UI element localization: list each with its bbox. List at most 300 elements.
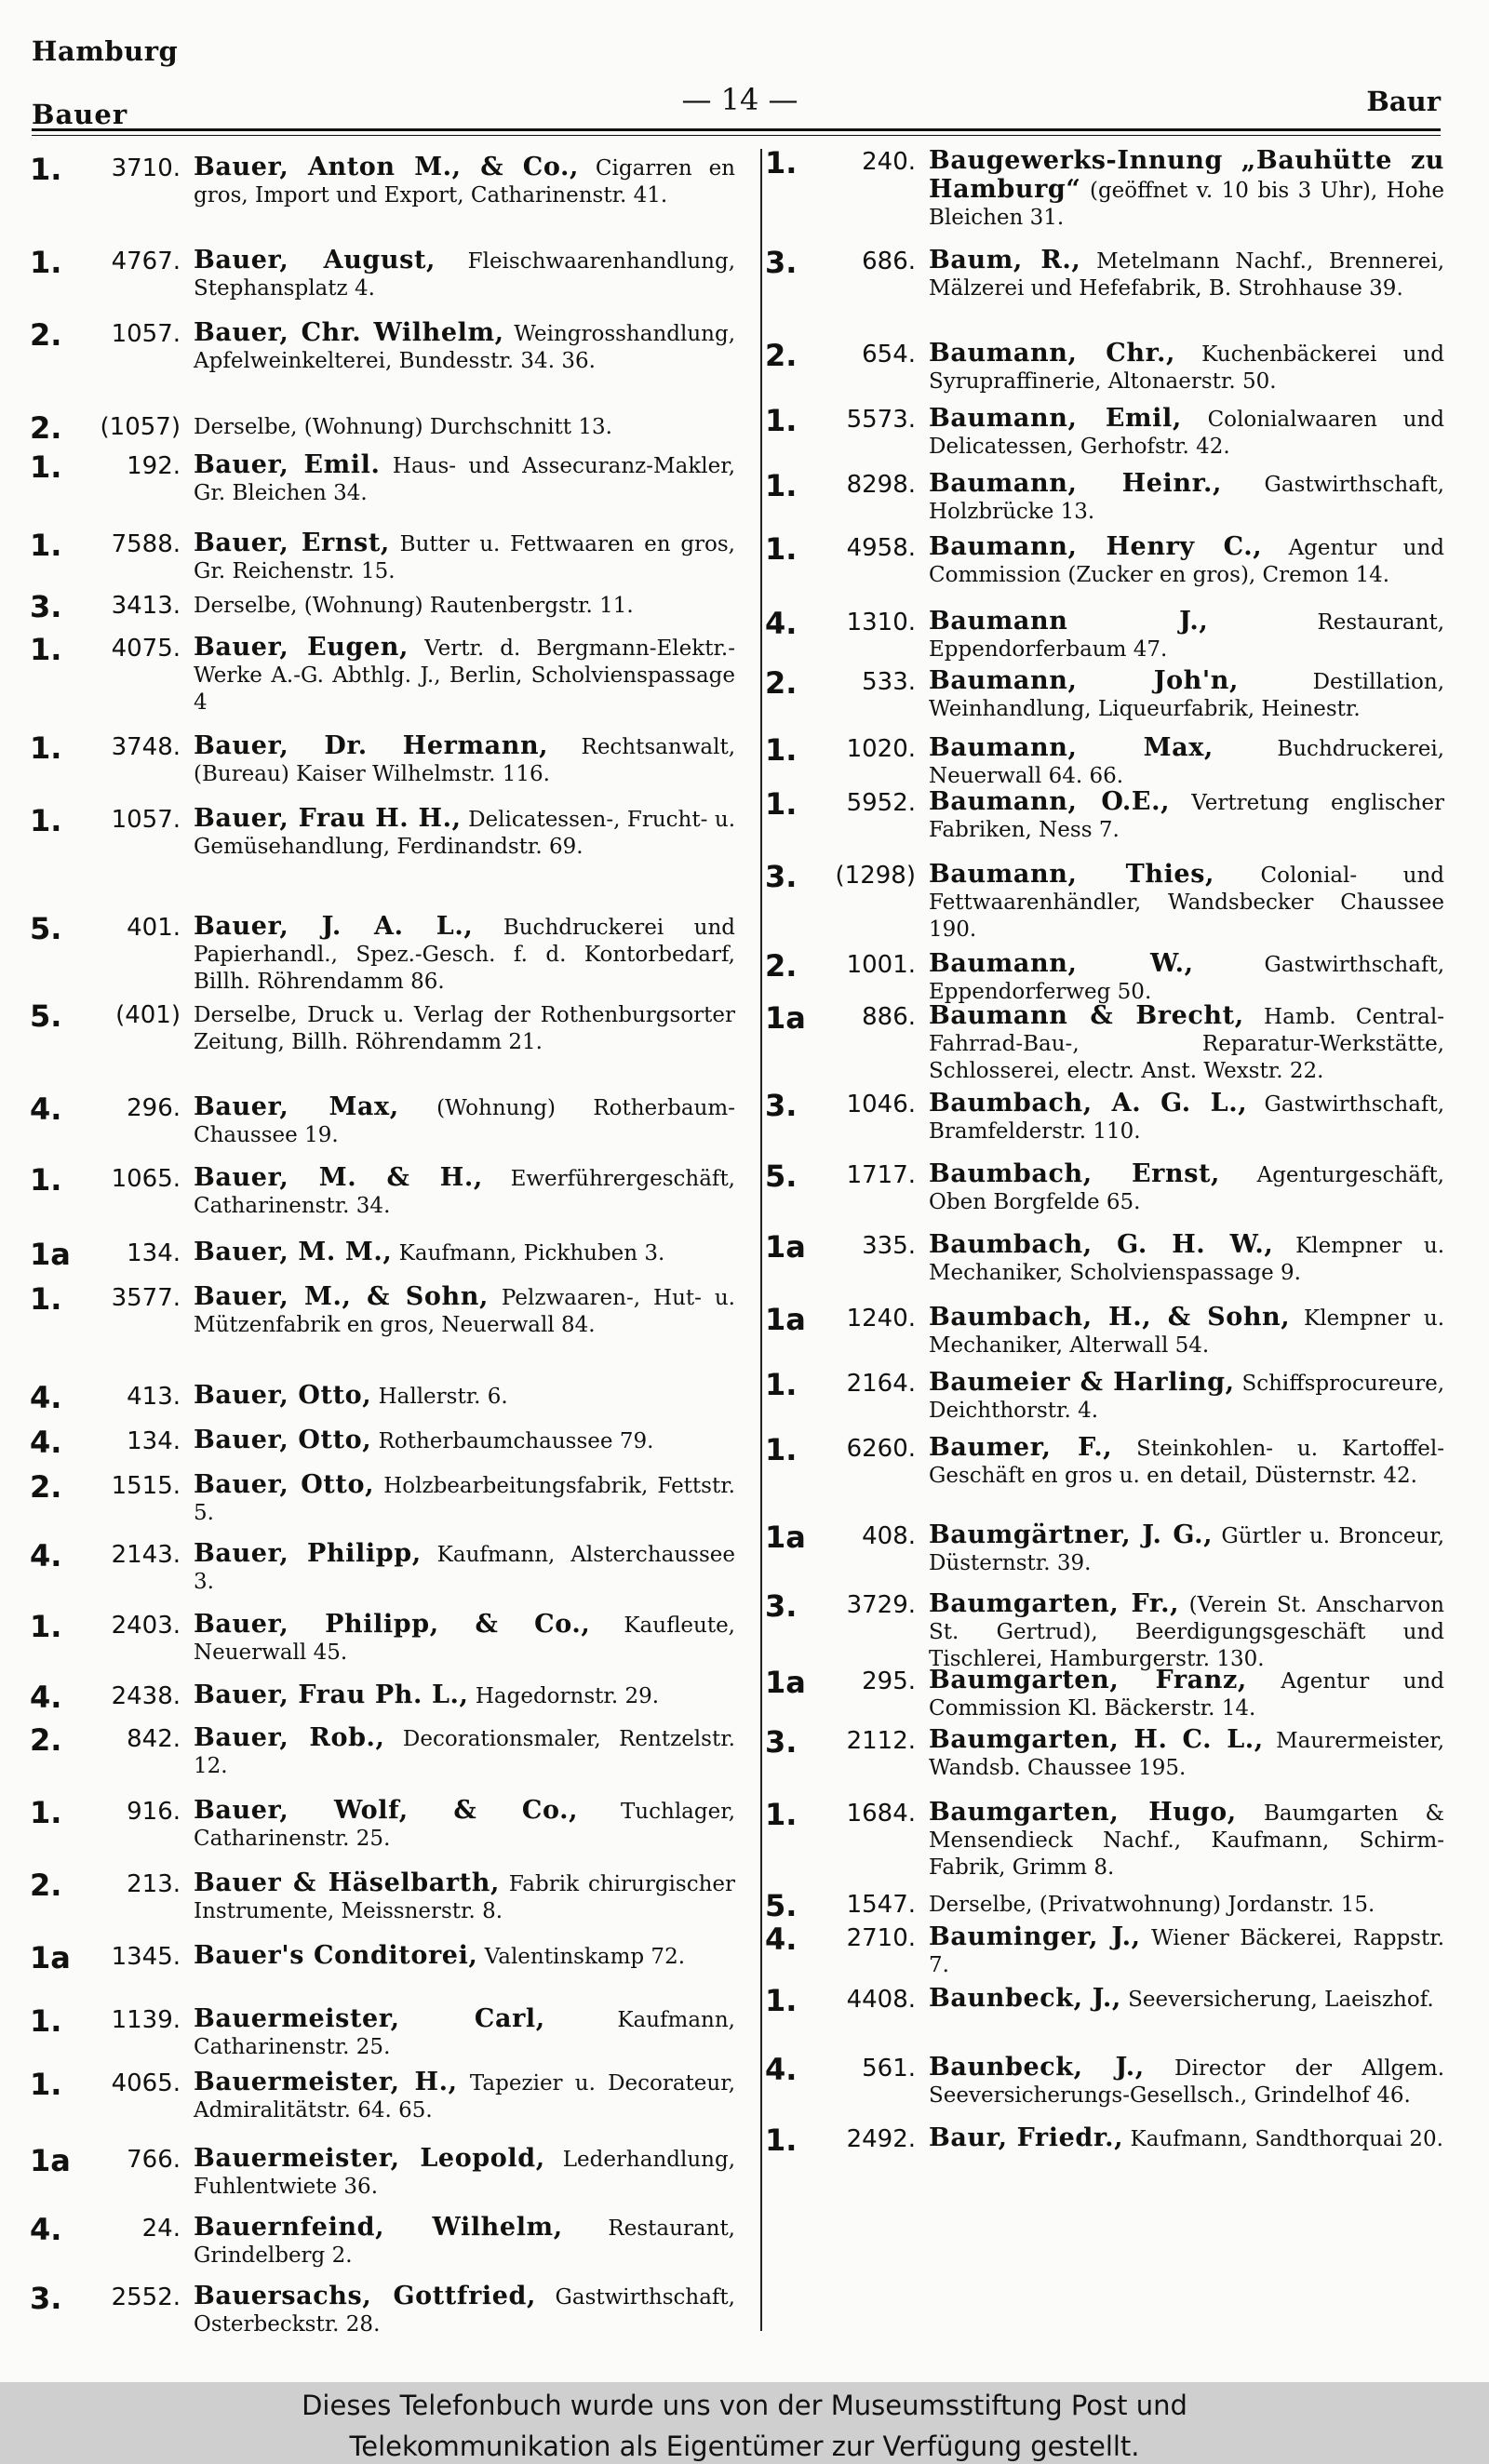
- subscriber-name: Bauer, M. & H.,: [194, 1163, 483, 1192]
- subscriber-details: Maurermeister, Wandsb. Chaussee 195.: [929, 1729, 1445, 1780]
- directory-entry: [30, 805, 735, 861]
- phone-number: (1298): [835, 862, 916, 890]
- entry-text: [929, 1667, 1444, 1722]
- entry-text: [929, 470, 1444, 526]
- directory-entry: [765, 1002, 1444, 1085]
- phone-number: 1065.: [111, 1165, 181, 1193]
- exchange-zone: 1.: [765, 1367, 798, 1402]
- entry-text: [929, 1369, 1444, 1425]
- exchange-zone: 4.: [765, 1922, 798, 1957]
- entry-text: [929, 1090, 1444, 1145]
- subscriber-name: Bauer, Otto,: [194, 1381, 372, 1410]
- subscriber-details: (Verein St. Anscharvon St. Gertrud), Beerdigungsgeschäft und Tischlerei, Hamburgerstr. 130.: [929, 1593, 1444, 1671]
- subscriber-details: Kuchenbäckerei und Syrupraffinerie, Altonaerstr. 50.: [929, 342, 1444, 394]
- exchange-zone: 4.: [30, 2212, 62, 2247]
- directory-entry: [30, 1093, 735, 1149]
- entry-text: [929, 608, 1444, 663]
- exchange-zone: 3.: [765, 859, 798, 894]
- subscriber-name: Baumgarten, Hugo,: [929, 1798, 1237, 1827]
- directory-entry: [765, 1304, 1444, 1359]
- directory-entry: [765, 2054, 1444, 2109]
- phone-number: 561.: [862, 2055, 916, 2082]
- phone-number: 2710.: [846, 1924, 916, 1952]
- subscriber-name: Baumbach, H., & Sohn,: [929, 1303, 1291, 1332]
- subscriber-details: Steinkohlen- u. Kartoffel-Geschäft en gros u. en detail, Düsternstr. 42.: [929, 1437, 1445, 1488]
- exchange-zone: 3.: [765, 245, 798, 280]
- exchange-zone: 3.: [30, 589, 62, 624]
- footer-notice: [0, 2382, 1489, 2464]
- subscriber-name: Bauer, M., & Sohn,: [194, 1282, 489, 1311]
- subscriber-details: Gürtler u. Bronceur, Düsternstr. 39.: [929, 1524, 1445, 1575]
- phone-number: 5573.: [846, 406, 916, 434]
- subscriber-name: Bauer, M. M.,: [194, 1238, 393, 1266]
- subscriber-details: Director der Allgem. Seeversicherungs-Gesellsch., Grindelhof 46.: [929, 2056, 1445, 2108]
- directory-entry: [765, 1590, 1444, 1673]
- entry-text: [929, 1985, 1444, 2016]
- directory-entry: [30, 412, 735, 444]
- subscriber-details: Ewerführergeschäft, Catharinenstr. 34.: [194, 1167, 735, 1218]
- subscriber-details: Rechtsanwalt, (Bureau) Kaiser Wilhelmstr. 116.: [194, 735, 736, 786]
- phone-number: 4408.: [846, 1986, 916, 2014]
- subscriber-details: Hallerstr. 6.: [378, 1385, 508, 1409]
- subscriber-name: Bauer, Chr. Wilhelm,: [194, 318, 504, 347]
- directory-entry: [30, 1471, 735, 1527]
- subscriber-name: Bauernfeind, Wilhelm,: [194, 2213, 563, 2242]
- subscriber-name: Baumann, O.E.,: [929, 787, 1171, 816]
- exchange-zone: 5.: [30, 998, 62, 1034]
- exchange-zone: 1a: [30, 1940, 71, 1975]
- phone-number: 6260.: [846, 1435, 916, 1463]
- exchange-zone: 1.: [30, 1609, 62, 1644]
- entry-text: [929, 405, 1444, 461]
- directory-entry: [30, 247, 735, 302]
- directory-entry: [765, 340, 1444, 395]
- phone-number: 2552.: [111, 2283, 181, 2311]
- subscriber-name: Bauermeister, H.,: [194, 2068, 458, 2096]
- exchange-zone: 1.: [30, 2003, 62, 2039]
- directory-entry: [30, 154, 735, 209]
- subscriber-name: Baur, Friedr.,: [929, 2123, 1124, 2152]
- subscriber-name: Bauer, Ernst,: [194, 529, 390, 557]
- subscriber-name: Bauer's Conditorei,: [194, 1941, 478, 1970]
- phone-number: 7588.: [111, 530, 181, 558]
- phone-number: 1020.: [846, 735, 916, 763]
- entry-text: [929, 1799, 1444, 1881]
- subscriber-details: Derselbe, (Privatwohnung) Jordanstr. 15.: [929, 1893, 1375, 1917]
- entry-text: [194, 1000, 735, 1056]
- subscriber-details: Weingrosshandlung, Apfelweinkelterei, Bundesstr. 34. 36.: [194, 322, 736, 373]
- subscriber-name: Bauer, Anton M., & Co.,: [194, 153, 580, 181]
- entry-text: [194, 412, 735, 444]
- directory-entry: [765, 1667, 1444, 1722]
- subscriber-name: Baumann, Heinr.,: [929, 469, 1222, 498]
- directory-entry: [765, 1369, 1444, 1425]
- entry-text: [194, 913, 735, 996]
- phone-number: 134.: [127, 1427, 181, 1455]
- subscriber-details: Haus- und Assecuranz-Makler, Gr. Bleichen 34.: [194, 454, 736, 505]
- subscriber-name: Baumgärtner, J. G.,: [929, 1520, 1214, 1549]
- exchange-zone: 1.: [30, 632, 62, 667]
- entry-text: [194, 1164, 735, 1220]
- subscriber-details: Valentinskamp 72.: [484, 1945, 686, 1969]
- phone-number: 1515.: [111, 1472, 181, 1500]
- exchange-zone: 3.: [765, 1724, 798, 1760]
- directory-entry: [765, 788, 1444, 844]
- directory-entry: [765, 1521, 1444, 1577]
- exchange-zone: 1.: [765, 403, 798, 438]
- directory-entry: [30, 2214, 735, 2270]
- phone-number: 654.: [862, 341, 916, 368]
- phone-number: 766.: [127, 2146, 181, 2174]
- phone-number: 2492.: [846, 2125, 916, 2153]
- entry-text: [194, 1942, 735, 1974]
- exchange-zone: 1.: [30, 449, 62, 485]
- phone-number: 1057.: [111, 806, 181, 834]
- exchange-zone: 1.: [30, 245, 62, 280]
- phone-number: 401.: [127, 914, 181, 942]
- subscriber-details: Holzbearbeitungsfabrik, Fettstr. 5.: [194, 1474, 735, 1525]
- directory-entry: [30, 2005, 735, 2061]
- phone-number: 4065.: [111, 2069, 181, 2097]
- subscriber-details: Gastwirthschaft, Osterbeckstr. 28.: [194, 2285, 735, 2337]
- subscriber-name: Bauer, Otto,: [194, 1426, 372, 1454]
- subscriber-name: Baumann, Joh'n,: [929, 666, 1240, 695]
- exchange-zone: 1.: [765, 1797, 798, 1832]
- subscriber-name: Baumgarten, H. C. L.,: [929, 1725, 1264, 1754]
- subscriber-details: Gastwirthschaft, Bramfelderstr. 110.: [929, 1092, 1445, 1144]
- entry-text: [194, 1283, 735, 1339]
- directory-entry: [30, 1942, 735, 1974]
- subscriber-details: Tapezier u. Decorateur, Admiralitätstr. 64. 65.: [194, 2071, 736, 2123]
- directory-entry: [30, 1540, 735, 1596]
- phone-number: 295.: [862, 1667, 916, 1695]
- entry-text: [194, 1540, 735, 1596]
- footer-line-1: Dieses Telefonbuch wurde uns von der Museumsstiftung Post und: [302, 2390, 1187, 2421]
- entry-text: [929, 340, 1444, 395]
- entry-text: [194, 1611, 735, 1667]
- exchange-zone: 3.: [30, 2281, 62, 2316]
- phone-number: 842.: [127, 1725, 181, 1753]
- subscriber-details: Buchdruckerei, Neuerwall 64. 66.: [929, 737, 1444, 788]
- directory-entry: [30, 1681, 735, 1713]
- subscriber-details: Seeversicherung, Laeiszhof.: [1128, 1988, 1434, 2012]
- entry-text: [194, 805, 735, 861]
- subscriber-details: Baumgarten & Mensendieck Nachf., Kaufmann, Schirm-Fabrik, Grimm 8.: [929, 1801, 1444, 1880]
- directory-entry: [765, 734, 1444, 790]
- city-heading: Hamburg: [32, 35, 179, 67]
- subscriber-details: Lederhandlung, Fuhlentwiete 36.: [194, 2148, 736, 2199]
- phone-number: 413.: [127, 1383, 181, 1411]
- directory-entry: [765, 405, 1444, 461]
- exchange-zone: 2.: [765, 665, 798, 701]
- entry-text: [194, 732, 735, 788]
- phone-number: 213.: [127, 1870, 181, 1898]
- entry-text: [929, 1590, 1444, 1673]
- directory-entry: [30, 1382, 735, 1413]
- exchange-zone: 4.: [765, 2052, 798, 2087]
- directory-entry: [765, 667, 1444, 723]
- exchange-zone: 2.: [765, 338, 798, 373]
- subscriber-details: Butter u. Fettwaaren en gros, Gr. Reichenstr. 15.: [194, 532, 735, 583]
- phone-number: 916.: [127, 1798, 181, 1826]
- subscriber-details: Hagedornstr. 29.: [475, 1684, 660, 1708]
- directory-entry: [765, 861, 1444, 944]
- subscriber-details: Agenturgeschäft, Oben Borgfelde 65.: [929, 1163, 1444, 1214]
- directory-entry: [765, 1799, 1444, 1881]
- exchange-zone: 1.: [765, 786, 798, 822]
- exchange-zone: 1a: [30, 1237, 71, 1272]
- entry-text: [929, 1304, 1444, 1359]
- directory-entry: [765, 1890, 1444, 1922]
- subscriber-details: Rotherbaumchaussee 79.: [378, 1429, 654, 1453]
- subscriber-details: Klempner u. Mechaniker, Scholvienspassage 9.: [929, 1234, 1445, 1285]
- subscriber-details: Gastwirthschaft, Eppendorferweg 50.: [929, 953, 1445, 1004]
- phone-number: 296.: [127, 1094, 181, 1122]
- subscriber-name: Baumeier & Harling,: [929, 1368, 1235, 1397]
- phone-number: 2143.: [111, 1541, 181, 1569]
- exchange-zone: 1.: [30, 1281, 62, 1317]
- directory-entry: [30, 2145, 735, 2201]
- directory-entry: [30, 1283, 735, 1339]
- subscriber-name: Baumbach, G. H. W.,: [929, 1230, 1274, 1259]
- entry-text: [194, 451, 735, 507]
- exchange-zone: 4.: [30, 1538, 62, 1573]
- phone-number: 3577.: [111, 1284, 181, 1312]
- exchange-zone: 1.: [765, 1432, 798, 1467]
- exchange-zone: 3.: [765, 1088, 798, 1123]
- entry-text: [194, 2069, 735, 2124]
- directory-entry: [30, 591, 735, 623]
- exchange-zone: 1.: [30, 730, 62, 766]
- subscriber-name: Bauermeister, Carl,: [194, 2004, 545, 2033]
- entry-text: [194, 1681, 735, 1713]
- entry-text: [194, 2283, 735, 2338]
- exchange-zone: 5.: [765, 1158, 798, 1194]
- entry-text: [929, 667, 1444, 723]
- exchange-zone: 4.: [765, 606, 798, 641]
- directory-entry: [30, 1239, 735, 1270]
- subscriber-name: Bauer, Frau H. H.,: [194, 804, 462, 833]
- subscriber-name: Bauer, Otto,: [194, 1470, 375, 1499]
- subscriber-name: Baumgarten, Fr.,: [929, 1589, 1180, 1618]
- subscriber-name: Baumann & Brecht,: [929, 1001, 1244, 1030]
- entry-text: [194, 1382, 735, 1413]
- directory-entry: [765, 1985, 1444, 2016]
- subscriber-details: Fleischwaarenhandlung, Stephansplatz 4.: [194, 249, 736, 301]
- directory-entry: [30, 1797, 735, 1853]
- phone-number: 1046.: [846, 1091, 916, 1118]
- directory-entry: [30, 1000, 735, 1056]
- subscriber-details: Kaufleute, Neuerwall 45.: [194, 1614, 735, 1665]
- entry-text: [929, 788, 1444, 844]
- entry-text: [929, 1002, 1444, 1085]
- phone-number: 1684.: [846, 1800, 916, 1828]
- entry-text: [929, 247, 1444, 302]
- subscriber-details: Kaufmann, Pickhuben 3.: [398, 1241, 665, 1265]
- entry-text: [194, 1471, 735, 1527]
- directory-entry: [765, 950, 1444, 1006]
- exchange-zone: 2.: [765, 948, 798, 984]
- exchange-zone: 1.: [30, 2067, 62, 2102]
- subscriber-details: Gastwirthschaft, Holzbrücke 13.: [929, 473, 1444, 524]
- exchange-zone: 1.: [30, 1795, 62, 1830]
- exchange-zone: 4.: [30, 1425, 62, 1460]
- phone-number: 4767.: [111, 248, 181, 275]
- exchange-zone: 1.: [30, 152, 62, 187]
- exchange-zone: 2.: [30, 1469, 62, 1505]
- directory-entry: [765, 608, 1444, 663]
- subscriber-details: Decorationsmaler, Rentzelstr. 12.: [194, 1727, 735, 1778]
- entry-text: [194, 1239, 735, 1270]
- subscriber-name: Baumann J.,: [929, 607, 1209, 636]
- subscriber-name: Baumann, Emil,: [929, 404, 1182, 433]
- subscriber-details: Derselbe, Druck u. Verlag der Rothenburgsorter Zeitung, Billh. Röhrendamm 21.: [194, 1003, 735, 1054]
- phone-number: 886.: [862, 1003, 916, 1031]
- phone-number: 24.: [141, 2215, 181, 2243]
- subscriber-name: Baumann, Thies,: [929, 860, 1215, 889]
- subscriber-name: Baumann, W.,: [929, 949, 1194, 978]
- phone-number: 134.: [127, 1239, 181, 1267]
- entry-text: [929, 2124, 1444, 2156]
- entry-text: [194, 319, 735, 375]
- directory-entry: [30, 319, 735, 375]
- entry-text: [929, 147, 1444, 232]
- entry-text: [194, 247, 735, 302]
- directory-entry: [30, 1426, 735, 1458]
- entry-text: [194, 154, 735, 209]
- subscriber-details: (Wohnung) Rotherbaum-Chaussee 19.: [194, 1096, 735, 1147]
- exchange-zone: 1.: [765, 1983, 798, 2018]
- subscriber-details: (geöffnet v. 10 bis 3 Uhr), Hohe Bleichen 31.: [929, 179, 1444, 230]
- last-name-heading: Baur: [1366, 86, 1441, 117]
- phone-number: 192.: [127, 452, 181, 480]
- entry-text: [929, 1434, 1444, 1490]
- directory-entry: [765, 1434, 1444, 1490]
- subscriber-name: Baumgarten, Franz,: [929, 1666, 1247, 1694]
- exchange-zone: 5.: [765, 1888, 798, 1923]
- exchange-zone: 5.: [30, 911, 62, 946]
- subscriber-name: Bauersachs, Gottfried,: [194, 2282, 537, 2310]
- entry-text: [194, 1093, 735, 1149]
- entry-text: [929, 2054, 1444, 2109]
- subscriber-details: Pelzwaaren-, Hut- u. Mützenfabrik en gros, Neuerwall 84.: [194, 1286, 735, 1337]
- first-name-heading: Bauer: [32, 99, 128, 130]
- subscriber-name: Baumann, Henry C.,: [929, 532, 1263, 561]
- exchange-zone: 1a: [765, 1520, 806, 1555]
- page-number: — 14 —: [681, 82, 798, 117]
- directory-entry: [30, 913, 735, 996]
- directory-entry: [30, 2069, 735, 2124]
- phone-number: 408.: [862, 1522, 916, 1550]
- entry-text: [929, 1890, 1444, 1922]
- entry-text: [929, 1521, 1444, 1577]
- exchange-zone: 4.: [30, 1680, 62, 1715]
- header-rule-thin: [32, 135, 1441, 136]
- directory-entry: [765, 470, 1444, 526]
- directory-entry: [765, 1726, 1444, 1782]
- entry-text: [194, 634, 735, 716]
- entry-text: [194, 529, 735, 585]
- directory-entry: [30, 1164, 735, 1220]
- phone-number: (401): [115, 1001, 181, 1029]
- subscriber-details: Colonial- und Fettwaarenhändler, Wandsbecker Chaussee 190.: [929, 864, 1445, 942]
- entry-text: [929, 861, 1444, 944]
- entry-text: [194, 2214, 735, 2270]
- subscriber-name: Baumer, F.,: [929, 1433, 1113, 1462]
- entry-text: [194, 1426, 735, 1458]
- phone-number: 1001.: [846, 951, 916, 979]
- directory-entry: [30, 634, 735, 716]
- entry-text: [194, 1797, 735, 1853]
- entry-text: [929, 533, 1444, 589]
- phone-number: 335.: [862, 1232, 916, 1260]
- exchange-zone: 2.: [30, 1722, 62, 1758]
- subscriber-details: Klempner u. Mechaniker, Alterwall 54.: [929, 1306, 1445, 1358]
- phone-number: 3748.: [111, 733, 181, 761]
- phone-number: 4958.: [846, 534, 916, 562]
- subscriber-details: Tuchlager, Catharinenstr. 25.: [194, 1800, 735, 1851]
- subscriber-details: Buchdruckerei und Papierhandl., Spez.-Gesch. f. d. Kontorbedarf, Billh. Röhrendamm 86.: [194, 916, 736, 994]
- subscriber-name: Bauer, Dr. Hermann,: [194, 731, 549, 760]
- exchange-zone: 1a: [765, 1000, 806, 1036]
- phone-number: 5952.: [846, 789, 916, 817]
- subscriber-details: Delicatessen-, Frucht- u. Gemüsehandlung, Ferdinandstr. 69.: [194, 808, 735, 859]
- subscriber-name: Bauer, Rob.,: [194, 1723, 385, 1752]
- subscriber-name: Bauer, Philipp,: [194, 1539, 422, 1568]
- exchange-zone: 2.: [30, 410, 62, 446]
- directory-entry: [30, 451, 735, 507]
- directory-entry: [30, 529, 735, 585]
- subscriber-details: Kaufmann, Sandthorquai 20.: [1130, 2127, 1443, 2151]
- subscriber-details: Agentur und Commission Kl. Bäckerstr. 14.: [929, 1669, 1445, 1721]
- subscriber-details: Hamb. Central-Fahrrad-Bau-, Reparatur-Werkstätte, Schlosserei, electr. Anst. Wexstr. 22.: [929, 1005, 1445, 1083]
- subscriber-name: Baunbeck, J.,: [929, 2053, 1145, 2082]
- subscriber-name: Baumann, Max,: [929, 733, 1214, 762]
- phone-number: 2438.: [111, 1682, 181, 1710]
- subscriber-details: Metelmann Nachf., Brennerei, Mälzerei und Hefefabrik, B. Strohhause 39.: [929, 249, 1445, 301]
- entry-text: [194, 2145, 735, 2201]
- phone-number: 1240.: [846, 1305, 916, 1332]
- subscriber-name: Bauer, Emil.: [194, 450, 381, 479]
- exchange-zone: 1a: [765, 1665, 806, 1700]
- phone-number: 533.: [862, 668, 916, 696]
- phone-number: 2164.: [846, 1370, 916, 1398]
- subscriber-details: Schiffsprocureure, Deichthorstr. 4.: [929, 1372, 1444, 1423]
- subscriber-name: Baum, R.,: [929, 246, 1081, 275]
- exchange-zone: 1.: [765, 145, 798, 181]
- phone-number: 1057.: [111, 320, 181, 348]
- exchange-zone: 1.: [765, 468, 798, 503]
- subscriber-name: Baumbach, Ernst,: [929, 1159, 1221, 1188]
- subscriber-name: Bauer, Frau Ph. L.,: [194, 1681, 469, 1709]
- directory-entry: [30, 1869, 735, 1925]
- exchange-zone: 1.: [765, 531, 798, 567]
- phone-number: 2403.: [111, 1612, 181, 1640]
- directory-entry: [30, 732, 735, 788]
- subscriber-name: Bauer, August,: [194, 246, 436, 275]
- phone-number: 3729.: [846, 1591, 916, 1619]
- entry-text: [929, 1923, 1444, 1979]
- subscriber-name: Bauer, Philipp, & Co.,: [194, 1610, 591, 1639]
- subscriber-name: Bauminger, J.,: [929, 1922, 1141, 1951]
- phone-number: 1717.: [846, 1161, 916, 1189]
- exchange-zone: 1a: [765, 1302, 806, 1337]
- phone-number: 8298.: [846, 471, 916, 499]
- entry-text: [929, 734, 1444, 790]
- directory-entry: [765, 1923, 1444, 1979]
- subscriber-name: Baugewerks-Innung „Bauhütte zu Hamburg“: [929, 146, 1444, 204]
- entry-text: [194, 591, 735, 623]
